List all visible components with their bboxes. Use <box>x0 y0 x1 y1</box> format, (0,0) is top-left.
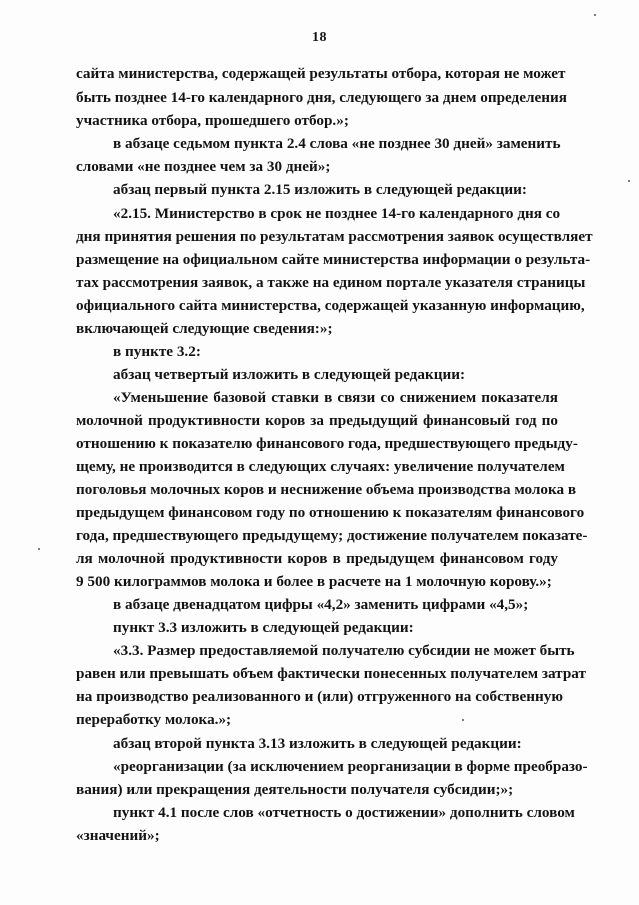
text-line: предыдущем финансовом году по отношению к показателям финансового <box>76 504 585 521</box>
text-line: в абзаце седьмом пункта 2.4 слова «не позднее 30 дней» заменить <box>113 135 561 152</box>
text-line: абзац первый пункта 2.15 изложить в следующей редакции: <box>113 181 527 198</box>
text-line: пункт 3.3 изложить в следующей редакции: <box>113 619 414 636</box>
text-line: участника отбора, прошедшего отбор.»; <box>76 112 349 129</box>
page-number: 18 <box>312 30 327 45</box>
text-line: дня принятия решения по результатам рассмотрения заявок осуществляет <box>76 228 593 245</box>
text-line: абзац четвертый изложить в следующей редакции: <box>113 366 466 383</box>
text-line: вания) или прекращения деятельности получателя субсидии;»; <box>76 781 514 798</box>
text-line: щему, не производится в следующих случаях: увеличение получателем <box>76 458 565 475</box>
text-line: словами «не позднее чем за 30 дней»; <box>76 158 331 175</box>
text-line: включающей следующие сведения:»; <box>76 320 333 337</box>
text-line: переработку молока.»; <box>76 711 232 728</box>
text-line: абзац второй пункта 3.13 изложить в следующей редакции: <box>113 735 522 752</box>
text-line: в пункте 3.2: <box>113 343 201 360</box>
text-line: на производство реализованного и (или) отгруженного на собственную <box>76 688 563 705</box>
text-line: официального сайта министерства, содержащей указанную информацию, <box>76 297 585 314</box>
scan-speck <box>628 180 630 182</box>
text-line: ля молочной продуктивности коров в предыдущем финансовом году <box>76 550 558 567</box>
text-line: молочной продуктивности коров за предыдущий финансовый год по <box>76 412 558 429</box>
text-line: 9 500 килограммов молока и более в расчете на 1 молочную корову.»; <box>76 573 552 590</box>
text-line: «2.15. Министерство в срок не позднее 14-го календарного дня со <box>113 205 561 222</box>
text-line: «реорганизации (за исключением реорганизации в форме преобразо- <box>113 758 588 775</box>
text-line: года, предшествующего предыдущему; достижение получателем показате- <box>76 527 588 544</box>
scan-speck <box>38 548 40 550</box>
text-line: быть позднее 14-го календарного дня, следующего за днем определения <box>76 89 567 106</box>
text-line: в абзаце двенадцатом цифры «4,2» заменить цифрами «4,5»; <box>113 596 529 613</box>
scan-speck <box>594 14 596 16</box>
text-line: равен или превышать объем фактически понесенных получателем затрат <box>76 665 586 682</box>
text-line: размещение на официальном сайте министерства информации о результа- <box>76 251 591 268</box>
text-line: «3.3. Размер предоставляемой получателю субсидии не может быть <box>113 642 575 659</box>
text-line: поголовья молочных коров и неснижение объема производства молока в <box>76 481 577 498</box>
text-line: «значений»; <box>76 827 160 844</box>
text-line: пункт 4.1 после слов «отчетность о достижении» дополнить словом <box>113 804 575 821</box>
text-line: «Уменьшение базовой ставки в связи со снижением показателя <box>113 389 558 406</box>
text-line: тах рассмотрения заявок, а также на едином портале указателя страницы <box>76 274 586 291</box>
text-line: сайта министерства, содержащей результаты отбора, которая не может <box>76 65 566 82</box>
text-line: отношению к показателю финансового года, предшествующего предыду- <box>76 435 578 452</box>
scan-speck <box>462 719 464 721</box>
